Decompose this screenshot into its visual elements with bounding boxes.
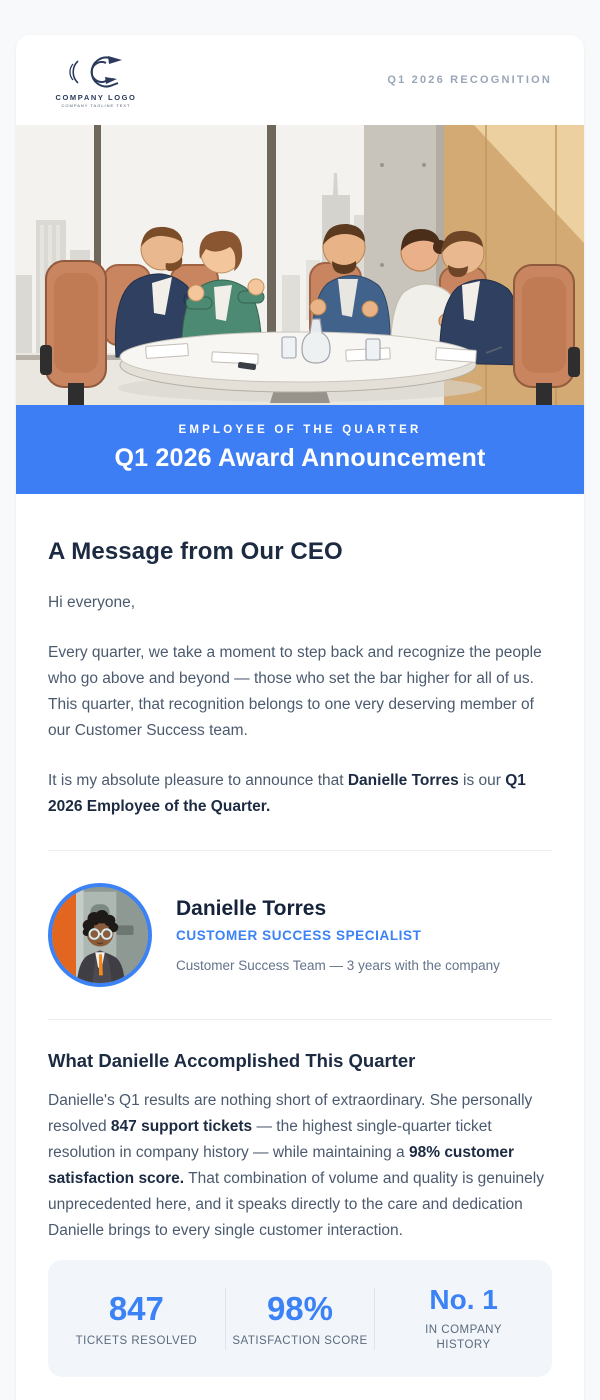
ceo-paragraph-1: Every quarter, we take a moment to step back and recognize the people who go above and beyond — those who set the bar higher for all of us. This quarter, that recognition belongs to one very deserving member of our Customer Success team. — [48, 644, 542, 739]
divider — [48, 1019, 552, 1020]
satisfaction-bold: 98% customer satisfaction score. — [48, 1144, 515, 1187]
stat-value: 98% — [266, 1290, 334, 1327]
stat-value: 847 — [108, 1290, 164, 1327]
accomplishments-text: That combination of volume and quality is genuinely unprecedented here, and it speaks directly to the care and dedication Danielle brings to every single customer interaction. — [48, 1170, 544, 1239]
team-meeting-illustration-icon — [16, 125, 584, 405]
company-logo-tagline: COMPANY TAGLINE TEXT — [61, 102, 131, 108]
banner-eyebrow: EMPLOYEE OF THE QUARTER — [178, 424, 422, 436]
stat-label: IN COMPANY HISTORY — [425, 1324, 503, 1351]
stats-panel — [48, 1260, 552, 1377]
company-logo — [48, 53, 144, 108]
ceo-paragraph-2 — [48, 768, 552, 820]
email-card — [16, 35, 584, 1400]
company-logo-name: COMPANY LOGO — [55, 92, 137, 102]
ceo-paragraph-2-text: is our — [458, 772, 506, 789]
stat-value: No. 1 — [429, 1284, 498, 1315]
profile-meta: Customer Success Team — 3 years with the company — [176, 958, 500, 973]
accomplishments-text: — the highest single-quarter ticket resolution in company history — while maintaining a — [48, 1118, 492, 1161]
header — [16, 35, 584, 125]
stat-satisfaction-score — [226, 1290, 375, 1347]
greeting: Hi everyone, — [48, 594, 136, 611]
winner-name-bold: Danielle Torres — [347, 772, 459, 789]
profile-role: CUSTOMER SUCCESS SPECIALIST — [176, 928, 422, 943]
award-title-bold: Q1 2026 Employee of the Quarter. — [48, 772, 526, 815]
hero-illustration — [16, 125, 584, 405]
danielle-avatar-icon — [52, 887, 148, 983]
stat-company-history — [375, 1284, 552, 1353]
divider — [48, 850, 552, 851]
stat-tickets-resolved — [48, 1290, 225, 1347]
recognition-label: Q1 2026 RECOGNITION — [387, 74, 552, 86]
winner-profile — [48, 883, 552, 987]
tickets-bold: 847 support tickets — [110, 1118, 253, 1135]
stat-label: SATISFACTION SCORE — [232, 1335, 368, 1347]
stat-label: TICKETS RESOLVED — [75, 1335, 198, 1347]
banner-title: Q1 2026 Award Announcement — [114, 444, 486, 472]
avatar — [48, 883, 152, 987]
accomplishments-heading: What Danielle Accomplished This Quarter — [48, 1050, 416, 1071]
accomplishments-paragraph — [48, 1088, 552, 1244]
ceo-paragraph-2-text: It is my absolute pleasure to announce that — [48, 772, 348, 789]
email-body — [16, 538, 584, 1400]
profile-name: Danielle Torres — [176, 897, 327, 920]
company-logo-icon — [48, 53, 144, 91]
ceo-message-heading: A Message from Our CEO — [48, 538, 343, 565]
profile-info — [176, 897, 500, 973]
accomplishments-text: Danielle's Q1 results are nothing short of extraordinary. She personally resolved — [48, 1092, 533, 1135]
award-banner — [16, 405, 584, 494]
